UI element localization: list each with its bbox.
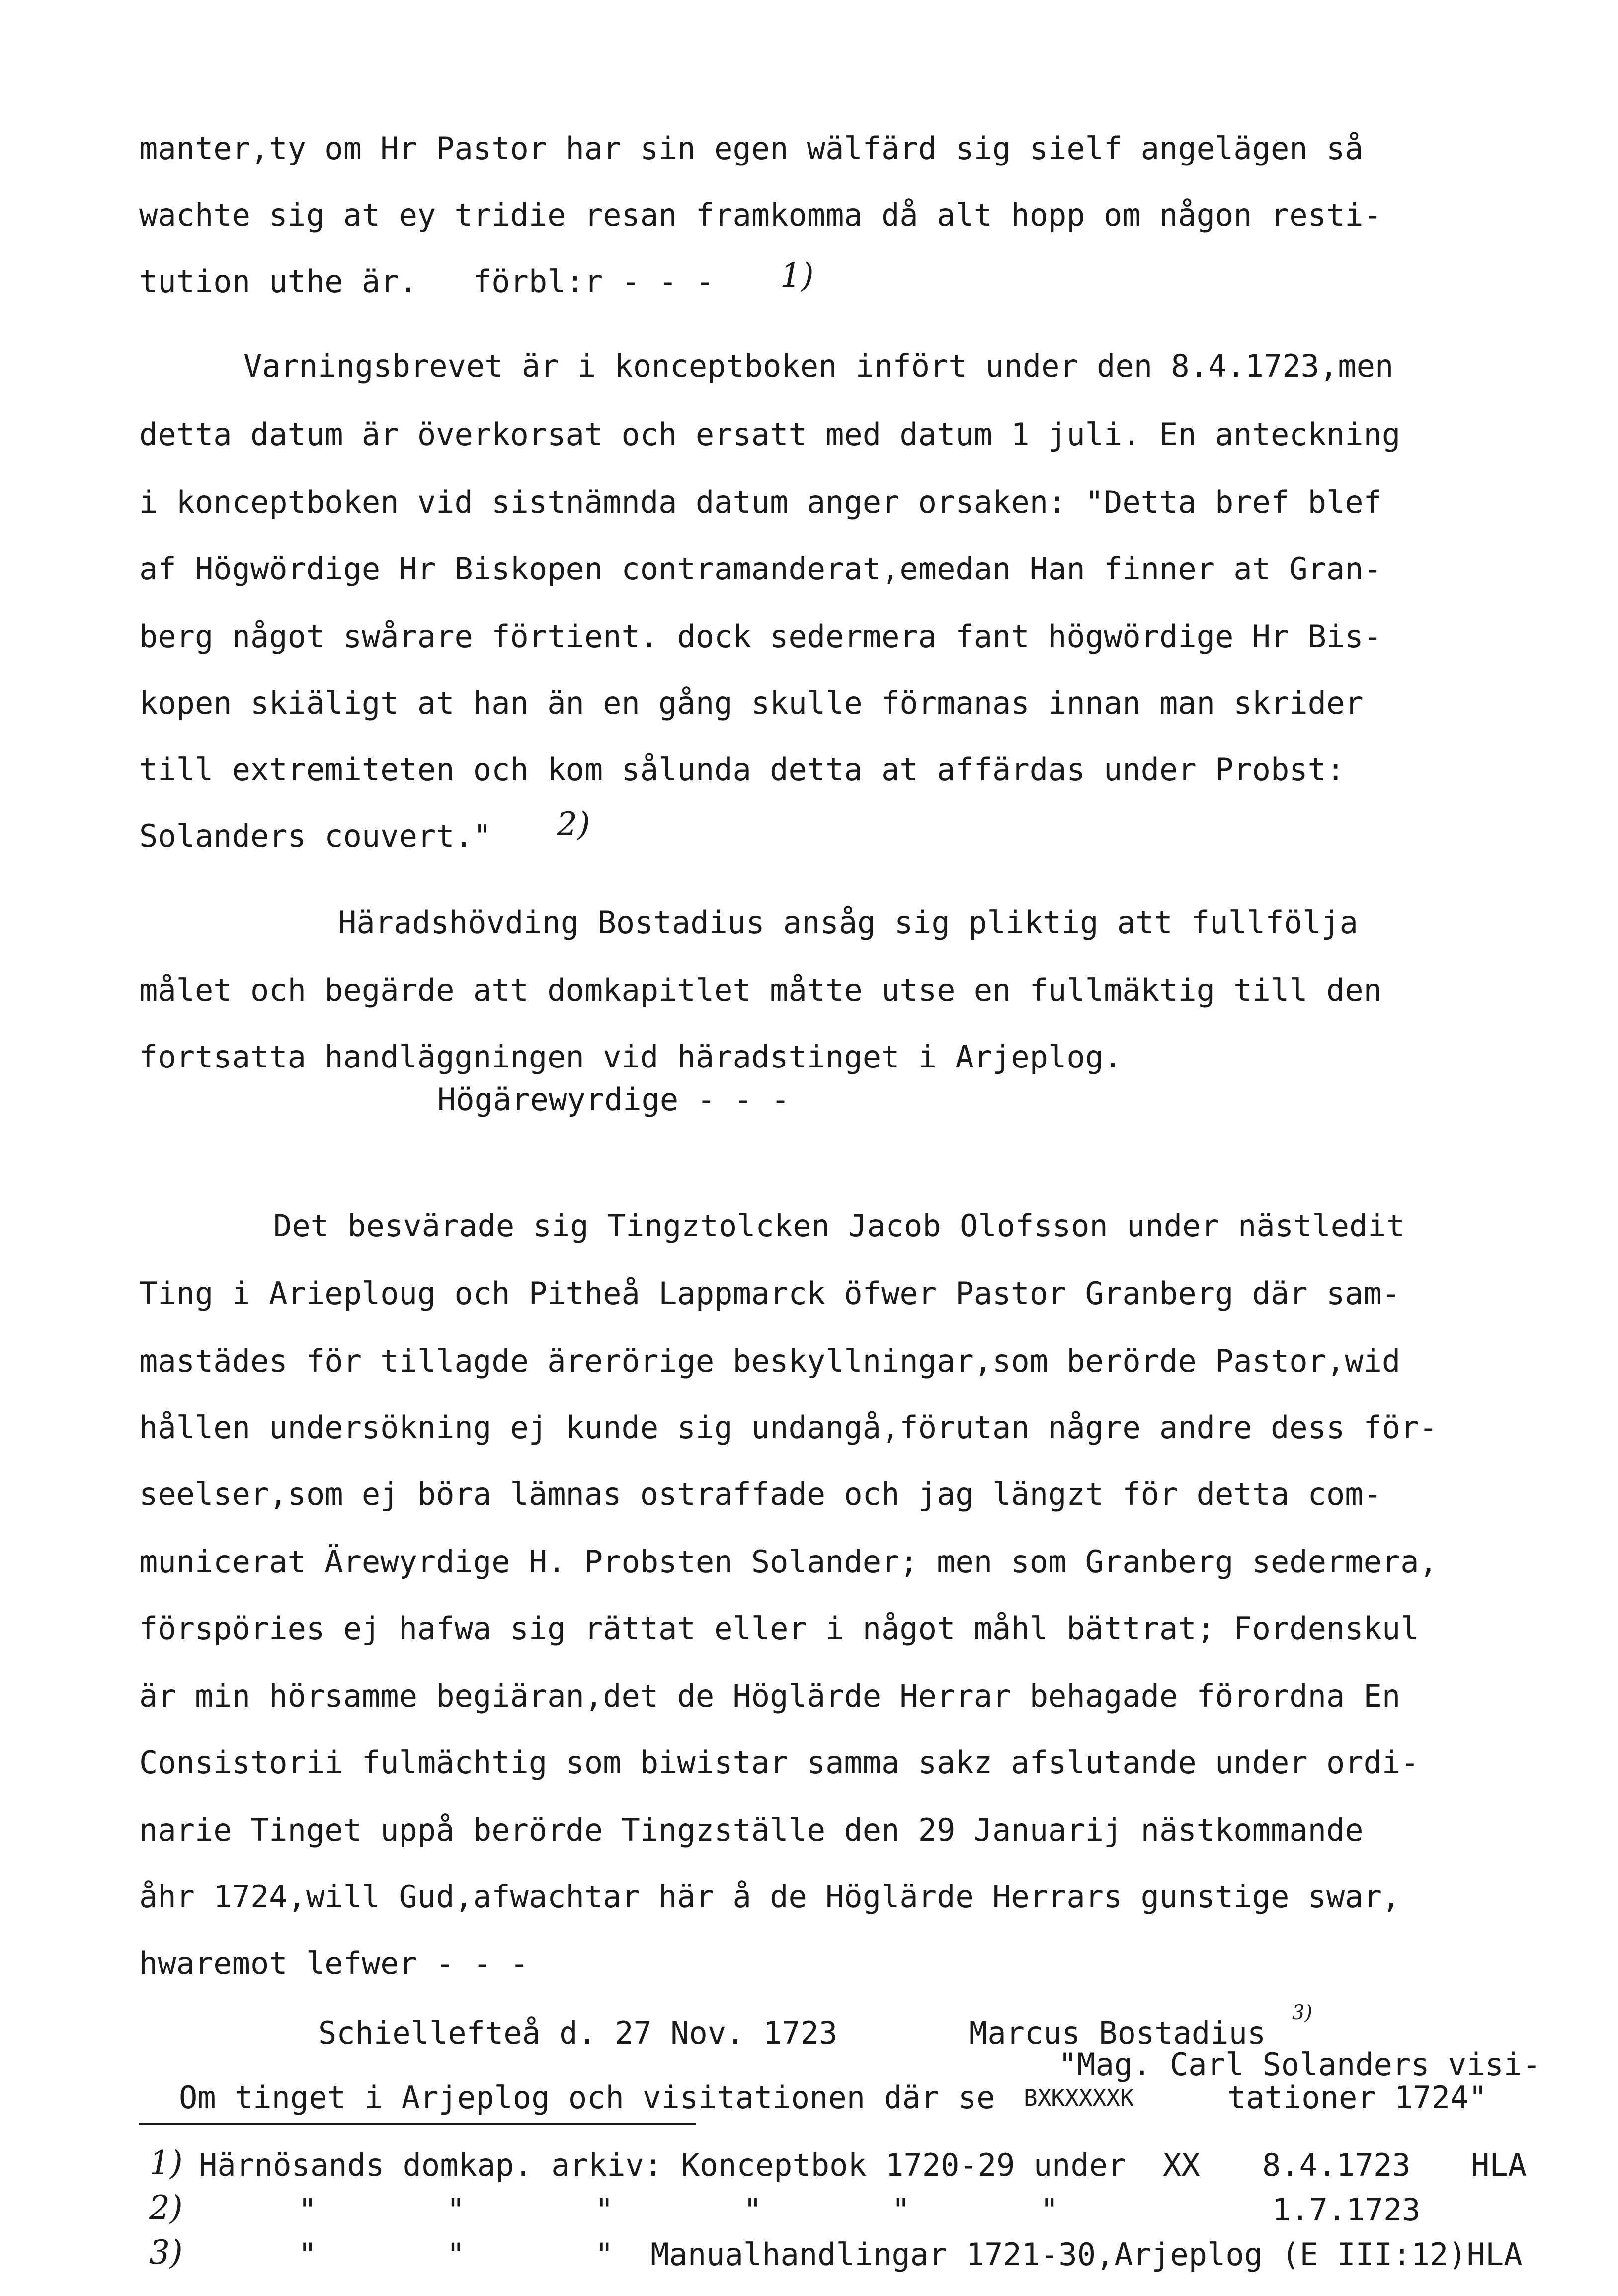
- signature-place-date: Schiellefteå d. 27 Nov. 1723: [318, 2015, 838, 2051]
- body-line: af Högwördige Hr Biskopen contramanderat,emedan Han finner at Gran-: [139, 551, 1382, 587]
- letter-line: Consistorii fulmächtig som biwistar samma sakz afslutande under ordi-: [139, 1744, 1419, 1781]
- footnote-date: 8.4.1723: [1262, 2147, 1411, 2183]
- letter-line: förspöries ej hafwa sig rättat eller i något måhl bättrat; Fordenskul: [139, 1610, 1419, 1646]
- signature-name: Marcus Bostadius: [969, 2015, 1266, 2051]
- letter-line: hållen undersökning ej kunde sig undangå,förutan någre andre dess för-: [139, 1409, 1438, 1446]
- footnote-number: 3): [149, 2233, 183, 2272]
- letter-line: är min hörsamme begiäran,det de Höglärde Herrar behagade förordna En: [139, 1678, 1401, 1714]
- visit-note-struck: BXKXXXXK: [1024, 2084, 1134, 2111]
- body-line: Varningsbrevet är i konceptboken infört under den 8.4.1723,men: [243, 348, 1394, 384]
- body-line: tution uthe är. förbl:r - - -: [139, 263, 715, 300]
- body-line: berg något swårare förtient. dock sedermera fant högwördige Hr Bis-: [139, 618, 1382, 655]
- body-line: kopen skiäligt at han än en gång skulle förmanas innan man skrider: [139, 685, 1364, 721]
- letter-line: Det besvärade sig Tingztolcken Jacob Olofsson under nästledit: [273, 1208, 1405, 1244]
- body-line: wachte sig at ey tridie resan framkomma då alt hopp om någon resti-: [139, 197, 1382, 233]
- letter-line: narie Tinget uppå berörde Tingzställe den 29 Januarij nästkommande: [139, 1812, 1364, 1848]
- footnote-separator: [139, 2123, 696, 2125]
- footnote-number: 1): [149, 2144, 183, 2182]
- visit-note-line: "Mag. Carl Solanders visi-: [1058, 2047, 1541, 2083]
- footnote-number: 2): [149, 2189, 183, 2227]
- letter-line: åhr 1724,will Gud,afwachtar här å de Höglärde Herrars gunstige swar,: [139, 1879, 1401, 1915]
- letter-line: seelser,som ej böra lämnas ostraffade och jag längzt för detta com-: [139, 1476, 1382, 1512]
- footnote-marker: 2): [557, 805, 590, 843]
- body-line: Häradshövding Bostadius ansåg sig pliktig att fullfölja: [338, 904, 1358, 941]
- letter-line: municerat Ärewyrdige H. Probsten Solander; men som Granberg sedermera,: [139, 1544, 1438, 1580]
- footnote-text: " " " " " ": [298, 2192, 1059, 2228]
- footnote-marker: 3): [1292, 2001, 1313, 2024]
- visit-note-line: tationer 1724": [1227, 2079, 1487, 2116]
- body-line: i konceptboken vid sistnämnda datum anger orsaken: "Detta bref blef: [139, 484, 1382, 520]
- body-line: till extremiteten och kom sålunda detta at affärdas under Probst:: [139, 751, 1345, 788]
- footnote-text: " " " Manualhandlingar 1721-30,Arjeplog (E III:12)HLA: [298, 2236, 1523, 2273]
- footnote-archive: HLA: [1471, 2147, 1527, 2183]
- footnote-marker: 1): [780, 256, 814, 295]
- visit-note-line: Om tinget i Arjeplog och visitationen där se: [179, 2079, 995, 2116]
- letter-line: mastädes för tillagde ärerörige beskyllningar,som berörde Pastor,wid: [139, 1343, 1401, 1379]
- letter-salutation: Högärewyrdige - - -: [437, 1081, 790, 1118]
- footnote-date: 1.7.1723: [1272, 2192, 1421, 2228]
- footnote-text: Härnösands domkap. arkiv: Konceptbok 1720-29 under: [199, 2147, 1127, 2183]
- body-line: detta datum är överkorsat och ersatt med datum 1 juli. En anteckning: [139, 416, 1401, 453]
- body-line: målet och begärde att domkapitlet måtte utse en fullmäktig till den: [139, 972, 1382, 1008]
- letter-line: Ting i Arieploug och Pitheå Lappmarck öfwer Pastor Granberg där sam-: [139, 1275, 1401, 1312]
- footnote-struck: XX: [1163, 2147, 1200, 2183]
- body-line: manter,ty om Hr Pastor har sin egen wälfärd sig sielf angelägen så: [139, 130, 1364, 166]
- body-line: fortsatta handläggningen vid häradstinget i Arjeplog.: [139, 1039, 1123, 1075]
- body-line: Solanders couvert.": [139, 818, 492, 854]
- letter-line: hwaremot lefwer - - -: [139, 1945, 529, 1981]
